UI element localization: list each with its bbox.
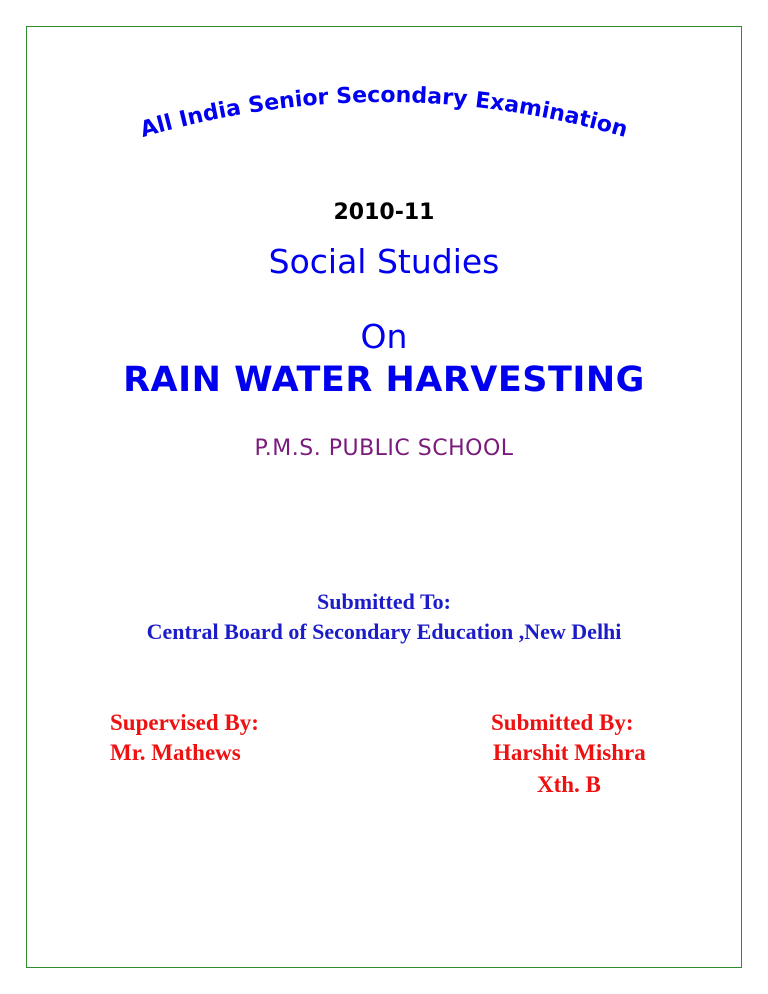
subject-title: Social Studies — [268, 242, 500, 281]
arc-heading-text: All India Senior Secondary Examination — [137, 82, 631, 143]
student-class: Xth. B — [537, 772, 601, 797]
student-name: Harshit Mishra — [493, 740, 646, 765]
submitted-to-recipient: Central Board of Secondary Education ,New Delhi — [146, 619, 622, 644]
supervised-by-label: Supervised By: — [110, 710, 259, 735]
project-topic: RAIN WATER HARVESTING — [123, 360, 645, 400]
supervisor-name: Mr. Mathews — [110, 740, 241, 765]
academic-year: 2010-11 — [333, 200, 435, 225]
school-name: P.M.S. PUBLIC SCHOOL — [254, 436, 514, 461]
submitted-by-label: Submitted By: — [491, 710, 634, 735]
on-label: On — [360, 317, 408, 356]
submitted-to-label: Submitted To: — [317, 589, 451, 614]
arc-heading — [84, 70, 684, 180]
